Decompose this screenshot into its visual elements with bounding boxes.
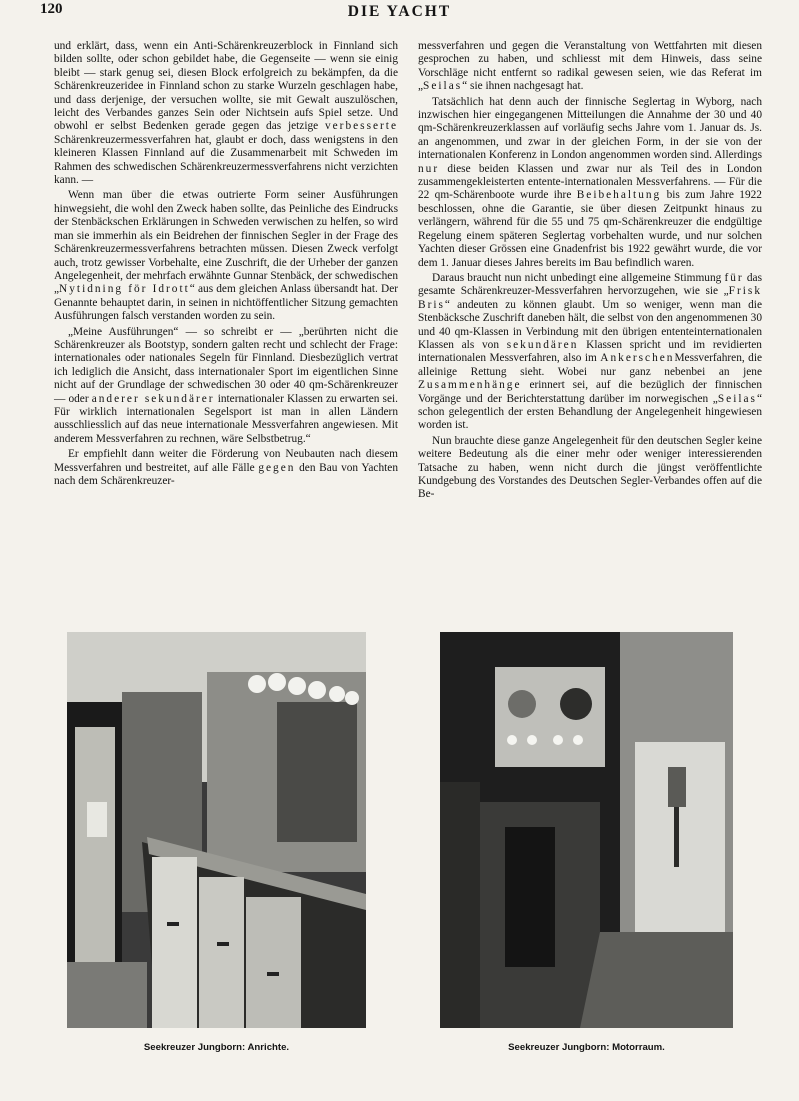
page-number: 120 (40, 1, 63, 17)
engine-room-photo (440, 632, 733, 1028)
galley-photo-image (67, 632, 366, 1028)
engine-room-caption: Seekreuzer Jungborn: Motorraum. (508, 1042, 665, 1053)
paragraph: messverfahren und gegen die Veranstaltung von Wettfahrten mit diesen gesprochen zu haben, und schliesst mit dem Hinweis, dass seine Vorschläge nicht entfernt so radikal gewesen seien, wie das Referat im „Seilas“ sie ihnen nachgesagt hat. (418, 40, 762, 93)
galley-caption: Seekreuzer Jungborn: Anrichte. (143, 1042, 290, 1053)
paragraph: Tatsächlich hat denn auch der finnische Seglertag in Wyborg, nach inzwischen hier eingegangenen Mitteilungen die Annahme der 30 und 40 qm-Schärenkreuzerklassen auf vorläufig sechs Jahre vom 1. Januar ds. Js. an angenommen, und zwar in der gleichen Form, in der sie von der internationalen Konferenz in London angenommen worden sind. Allerdings nur diese beiden Klassen und zwar nur als Teil des in London zusammengekleisterten entente-internationalen Messverfahrens. — Für die 22 qm-Schärenboote wurde ihre Beibehaltung bis zum Jahre 1922 beschlossen, ohne die Garantie, sie über diesen Zeitpunkt hinaus zu verlängern, während für die 55 und 75 qm-Schärenkreuzer die endgültige Regelung einem späteren Seglertag vorbehalten wurde, und nur solchen Yachten dieser Grössen eine Gnadenfrist bis 1922 gewährt wurde, die vor dem 1. Januar dieses Jahres bereits im Bau befindlich waren. (418, 95, 763, 269)
paragraph: Daraus braucht nun nicht unbedingt eine allgemeine Stimmung für das gesamte Schärenkreuzer-Messverfahren hervorzugehen, wie sie „Frisk Bris“ andeuten zu können glaubt. Um so weniger, wenn man die Stenbäcksche Zuschrift daneben hält, die selbst von den angenommenen 30 und 40 qm-Klassen in Verbindung mit den übrigen ententeinternationalen Klassen als von sekundären Klassen spricht und im revidierten internationalen Messverfahren, also im AnkerschenMessverfahren, die alleinige Rettung sieht. Wobei nur ganz nebenbei an jene Zusammenhänge erinnert sei, auf die bezüglich der finnischen Vorgänge und der Berichterstattung darüber im norwegischen „Seilas“ schon gelegentlich der ersten Behandlung der Angelegenheit hingewiesen worden ist. (418, 271, 763, 432)
paragraph: Nun brauchte diese ganze Angelegenheit für den deutschen Segler keine weitere Bedeutung als die einer mehr oder weniger interessierenden Tatsache zu haben, wenn nicht durch die jüngst veröffentlichte Kundgebung des Vorstandes des Deutschen Segler-Verbandes offen auf die Be- (418, 434, 762, 501)
paragraph: und erklärt, dass, wenn ein Anti-Schärenkreuzerblock in Finnland sich bilden sollte, oder schon gebildet habe, die Gegenseite — wenn sie einig bleibt — stark genug sei, diesen Block erfolgreich zu bekämpfen, da die Schärenkreuzeridee in Finnland schon zu starke Wurzeln geschlagen habe, und dass derjenige, der versuchen wollte, sie mit Gewalt auszulöschen, leicht des Verbandes ganzes Sein oder Nichtsein aufs Spiel setze. Und obwohl er selbst Bedenken gerade gegen das jetzige verbesserte Schärenkreuzermessverfahren hat, glaubt er doch, dass wenigstens in den kleineren Klassen Finnland auf die Zusammenarbeit mit Schweden im Rahmen des schwedischen Schärenkreuzermessverfahrens nicht verzichten kann. — (54, 40, 398, 187)
paragraph: Er empfiehlt dann weiter die Förderung von Neubauten nach diesem Messverfahren und bestreitet, auf alle Fälle gegen den Bau von Yachten nach dem Schärenkreuzer- (54, 448, 398, 487)
right-text-column (418, 40, 762, 502)
paragraph: „Meine Ausführungen“ — so schreibt er — „berührten nicht die Schärenkreuzer als Bootstyp, sondern galten recht und schlecht der Frage: internationales oder nationales Segeln für Finnland. Diesbezüglich vertrat ich lediglich die Ansicht, dass internationaler Sport im eigentlichen Sinne nicht auf der Grundlage der schwedischen 30 oder 40 qm-Schärenkreuzer — oder anderer sekundärer internationaler Klassen zu erwarten sei. Für wirklich internationalen Segelsport ist man in allen Ländern ausschliesslich auf das neue internationale Messverfahren angewiesen. Mit anderem Messverfahren zu rechnen, wäre Selbstbetrug.“ (54, 325, 398, 445)
paragraph: Wenn man über die etwas outrierte Form seiner Ausführungen hinwegsieht, die wohl den Zweck haben sollte, das Peinliche des Eindrucks der Stenbäckschen Erklärungen in Schweden verwischen zu helfen, so wird man sie immerhin als ein Beidrehen der finnischen Segler in der Frage des Schärenkreuzermessverfahrens betrachten müssen. Diesen Zweck verfolgt auch, trotz gewisser Vorbehalte, eine Zuschrift, die der Urheber der ganzen Angelegenheit, der mehrfach erwähnte Gunnar Stenbäck, der schwedischen „Nytidning för Idrott“ aus dem gleichen Anlass übersandt hat. Der Genannte behauptet darin, in seinen in nichtöffentlicher Sitzung gemachten Ausführungen falsch verstanden worden zu sein. (54, 189, 399, 323)
left-text-column (54, 40, 398, 488)
galley-photo (67, 632, 366, 1028)
engine-room-photo-image (440, 632, 733, 1028)
running-title: DIE YACHT (347, 3, 452, 20)
